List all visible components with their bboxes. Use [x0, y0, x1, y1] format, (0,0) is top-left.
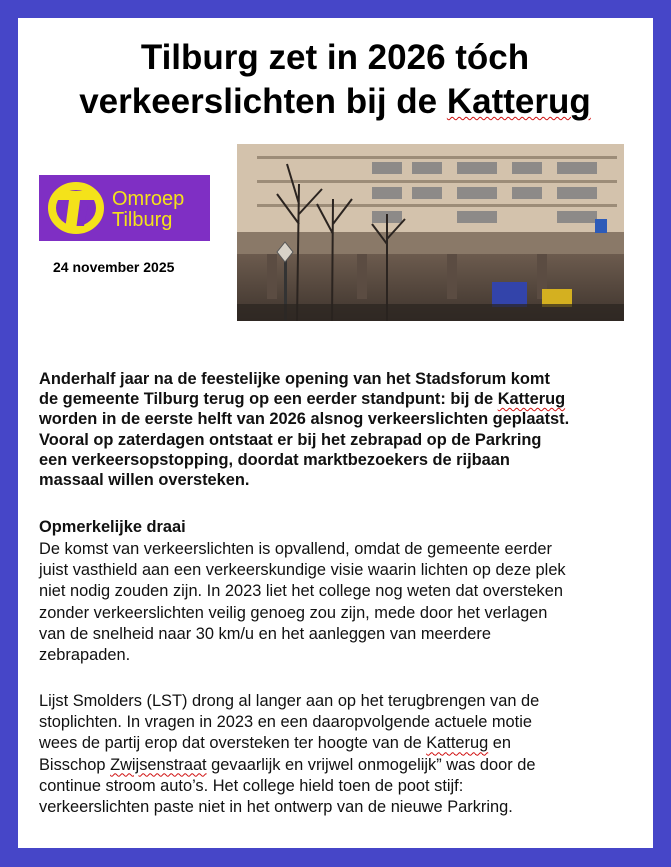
lead-text: de gemeente Tilburg terug op een eerder standpunt: bij de [39, 390, 498, 409]
title-line-1: Tilburg zet in 2026 tóch [140, 38, 530, 77]
logo-line-2: Tilburg [112, 209, 173, 231]
body-text: Bisschop [39, 755, 111, 774]
lead-line: Vooral op zaterdagen ontstaat er bij het zebrapad op de Parkring [39, 430, 542, 449]
body-paragraph-1 [39, 539, 649, 666]
body-paragraph-2 [39, 691, 649, 818]
article-page [18, 18, 653, 848]
article-lead [39, 369, 649, 490]
body-line: De komst van verkeerslichten is opvallend, omdat de gemeente eerder [39, 540, 552, 558]
section-heading: Opmerkelijke draai [39, 518, 186, 536]
publish-date: 24 november 2025 [53, 259, 175, 275]
body-line: Lijst Smolders (LST) drong al langer aan op het terugbrengen van de [39, 692, 540, 710]
lead-line: een verkeersopstopping, doordat marktbezoekers de rijbaan [39, 450, 510, 469]
body-text: gevaarlijk en vrijwel onmogelijk” was door de [206, 755, 536, 774]
body-text: en [488, 734, 512, 753]
logo-line-1: Omroep [112, 188, 185, 210]
body-line: zebrapaden. [39, 646, 131, 665]
body-line [39, 755, 649, 776]
body-line: niet nodig zouden zijn. In 2023 liet het college nog weten dat oversteken [39, 582, 563, 601]
title-line-2-text: verkeerslichten bij de [79, 82, 447, 121]
omroep-tilburg-logo [39, 175, 210, 241]
logo-wordmark [112, 189, 184, 231]
body-place-name: Katterug [426, 734, 489, 753]
title-line-2 [10, 80, 660, 124]
article-photo [237, 144, 624, 321]
body-street-name: Zwijsenstraat [110, 755, 207, 774]
body-line: juist vasthield aan een verkeerskundige visie waarin lichten op deze plek [39, 561, 566, 580]
title-place-name: Katterug [446, 82, 591, 121]
lead-line: worden in de eerste helft van 2026 alsnog verkeerslichten geplaatst. [39, 410, 570, 429]
body-line: verkeerslichten paste niet in het ontwerp van de nieuwe Parkring. [39, 798, 513, 817]
body-line: continue stroom auto’s. Het college hield toen de poot stijf: [39, 776, 464, 795]
body-text: wees de partij erop dat oversteken ter hoogte van de [39, 734, 427, 753]
article-title [10, 36, 660, 124]
body-line [39, 733, 649, 754]
body-line: van de snelheid naar 30 km/u en het aanleggen van meerdere [39, 624, 491, 643]
body-line: stoplichten. In vragen in 2023 en een daaropvolgende actuele motie [39, 713, 532, 732]
body-line: zonder verkeerslichten veilig genoeg zou zijn, mede door het verlagen [39, 603, 548, 622]
lead-line [39, 389, 649, 409]
lead-place-name: Katterug [497, 390, 566, 409]
omroep-logo-mark-icon [48, 182, 104, 234]
lead-line: massaal willen oversteken. [39, 471, 250, 490]
lead-line: Anderhalf jaar na de feestelijke opening van het Stadsforum komt [39, 370, 550, 388]
